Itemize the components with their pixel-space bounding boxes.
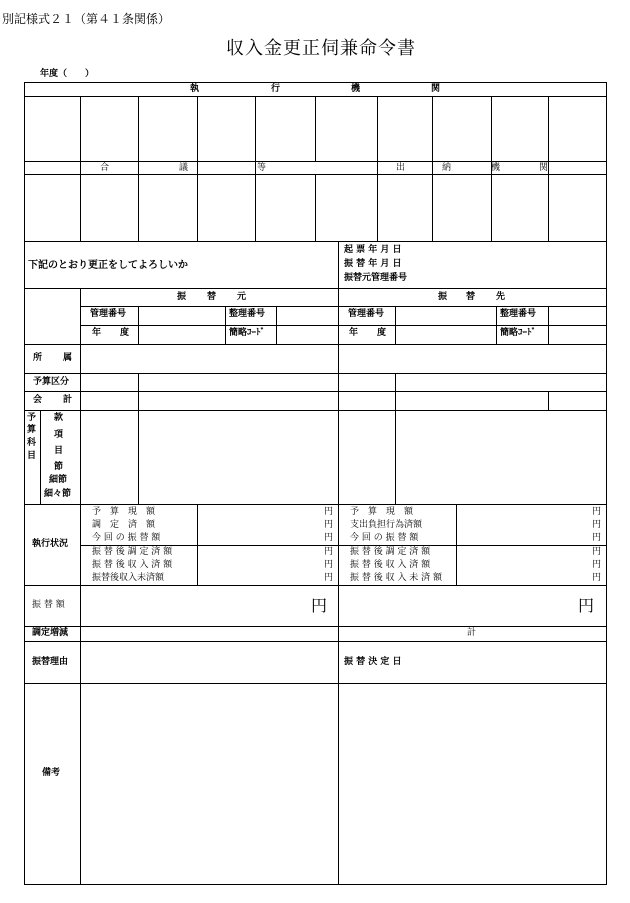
status-dest-line-2: 支出負担行為済額 (350, 520, 423, 530)
budget-item-v-1: 予 (27, 413, 37, 423)
source-header-1: 振 (177, 292, 187, 302)
source-mgmt-no-label: 振替元管理番号 (344, 273, 408, 283)
council-header-1: 合 (100, 163, 110, 173)
dest-mgmt-no: 管理番号 (348, 309, 385, 319)
budget-item-v-2: 算 (27, 425, 37, 435)
source-header-3: 元 (237, 292, 247, 302)
budget-item-kou: 項 (54, 430, 64, 440)
transfer-amount-dest-yen: 円 (578, 596, 595, 615)
draft-date-label: 起 票 年 月 日 (344, 245, 402, 255)
status-dest-yen-1: 円 (592, 507, 602, 517)
status-source-line-3: 今 回 の 振 替 額 (92, 533, 161, 543)
status-dest-line-3: 今 回 の 振 替 額 (350, 533, 419, 543)
account-label-2: 計 (63, 395, 73, 405)
transfer-amount-source-yen: 円 (311, 596, 328, 615)
source-year-1: 年 (92, 328, 102, 338)
executing-header-4: 関 (431, 84, 441, 94)
cashier-header-1: 出 (396, 163, 406, 173)
status-source-yen-6: 円 (324, 573, 334, 583)
transfer-date-label: 振 替 年 月 日 (344, 259, 402, 269)
fiscal-year-label: 年度（ ） (40, 69, 95, 79)
source-short-code: 簡略ｺｰﾄﾞ (229, 328, 266, 338)
status-label: 執行状況 (32, 539, 69, 549)
status-dest-yen-6: 円 (592, 573, 602, 583)
status-source-yen-1: 円 (324, 507, 334, 517)
form-number: 別記様式２１（第４１条関係） (2, 12, 171, 26)
adjust-label: 調定増減 (32, 628, 69, 638)
status-source-line-2: 調 定 済 額 (92, 520, 156, 530)
executing-header-2: 行 (271, 84, 281, 94)
status-dest-yen-5: 円 (592, 560, 602, 570)
remarks-label: 備考 (42, 768, 61, 778)
status-source-yen-3: 円 (324, 533, 334, 543)
request-statement: 下記のとおり更正をしてよろしいか (28, 260, 188, 271)
status-dest-yen-3: 円 (592, 533, 602, 543)
page-title: 収入金更正伺兼命令書 (226, 38, 416, 59)
budget-class-label: 予算区分 (33, 377, 70, 387)
dest-year-2: 度 (377, 328, 387, 338)
dest-seiri-no: 整理番号 (500, 309, 537, 319)
status-source-line-4: 振 替 後 調 定 済 額 (92, 547, 173, 557)
status-dest-yen-4: 円 (592, 547, 602, 557)
cashier-header-3: 機 (491, 163, 501, 173)
status-dest-yen-2: 円 (592, 520, 602, 530)
status-source-line-5: 振 替 後 収 入 済 額 (92, 560, 173, 570)
transfer-amount-label: 振 替 額 (32, 600, 65, 610)
dest-header-3: 先 (496, 292, 506, 302)
status-dest-line-5: 振 替 後 収 入 済 額 (350, 560, 431, 570)
source-year-2: 度 (120, 328, 130, 338)
cashier-header-2: 納 (442, 163, 452, 173)
budget-item-kan: 款 (54, 413, 64, 423)
source-seiri-no: 整理番号 (229, 309, 266, 319)
budget-item-saisaisetsu: 細々節 (44, 489, 72, 499)
budget-item-setsu: 節 (54, 462, 64, 472)
status-source-yen-4: 円 (324, 547, 334, 557)
source-header-2: 替 (207, 292, 217, 302)
reason-label: 振替理由 (32, 657, 69, 667)
status-dest-line-6: 振 替 後 収 入 未 済 額 (350, 573, 443, 583)
budget-item-saisetsu: 細節 (49, 475, 68, 485)
budget-item-moku: 目 (54, 446, 64, 456)
council-header-2: 議 (179, 163, 189, 173)
executing-header-1: 執 (190, 84, 200, 94)
decision-date-label: 振 替 決 定 日 (344, 657, 402, 667)
dest-header-2: 替 (466, 292, 476, 302)
budget-item-v-3: 科 (27, 438, 37, 448)
status-dest-line-4: 振 替 後 調 定 済 額 (350, 547, 431, 557)
cashier-header-4: 関 (539, 163, 549, 173)
dest-year-1: 年 (349, 328, 359, 338)
status-source-yen-2: 円 (324, 520, 334, 530)
executing-header-3: 機 (351, 84, 361, 94)
status-dest-line-1: 予 算 現 額 (350, 507, 414, 517)
status-source-yen-5: 円 (324, 560, 334, 570)
dept-label-1: 所 (33, 353, 43, 363)
status-source-line-1: 予 算 現 額 (92, 507, 156, 517)
council-header-3: 等 (257, 163, 267, 173)
dest-header-1: 振 (438, 292, 448, 302)
account-label-1: 会 (33, 395, 43, 405)
adjust-total-label: 計 (467, 628, 477, 638)
budget-item-v-4: 目 (27, 451, 37, 461)
dept-label-2: 属 (63, 353, 73, 363)
status-source-line-6: 振替後収入未済額 (92, 573, 165, 583)
dest-short-code: 簡略ｺｰﾄﾞ (500, 328, 537, 338)
source-mgmt-no: 管理番号 (90, 309, 127, 319)
